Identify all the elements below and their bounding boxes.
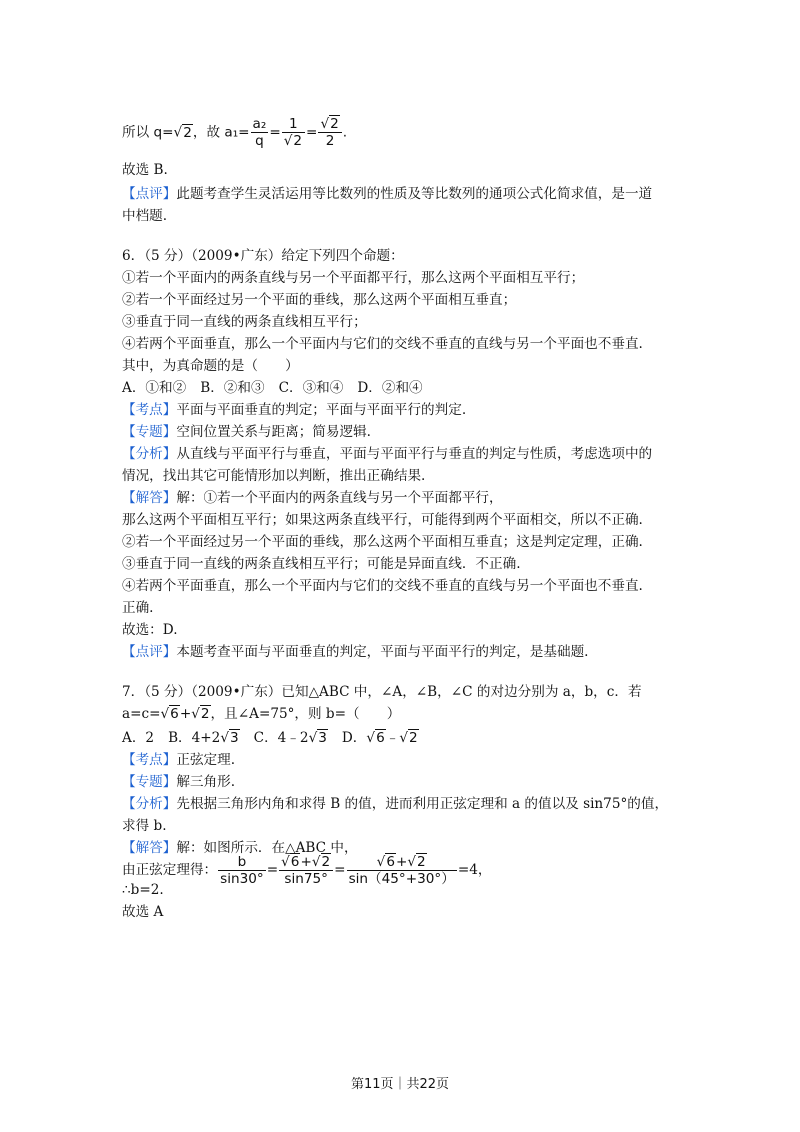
tag-analysis: 【分析】 — [122, 446, 177, 462]
option-a: A．2 — [122, 730, 155, 746]
text: 由正弦定理得： — [122, 862, 218, 878]
q6-review — [122, 642, 589, 662]
text-line: ②若一个平面经过另一个平面的垂线，那么这两个平面相互垂直；这是判定定理，正确. — [122, 534, 643, 550]
sqrt-sign: √ — [308, 730, 318, 746]
text: ，故 a₁= — [192, 124, 250, 141]
text: 解：如图所示．在△ABC 中， — [176, 840, 358, 856]
fraction-numerator: a₂ — [252, 116, 267, 132]
text: C．4﹣2 — [253, 730, 309, 746]
option-d: D．②和④ — [357, 380, 423, 396]
text: B．4+2 — [168, 730, 221, 746]
q7-options — [122, 728, 433, 748]
radicand: 3 — [318, 730, 327, 746]
option-c — [254, 730, 328, 746]
radicand: 2 — [408, 730, 418, 746]
fraction-numerator: 1 — [289, 116, 298, 132]
plus: + — [395, 854, 408, 870]
equals: = — [266, 862, 279, 878]
option-a: A．①和② — [122, 380, 187, 396]
q6-statement-2: ②若一个平面经过另一个平面的垂线，那么这两个平面相互垂直； — [122, 292, 517, 308]
equals: = — [334, 862, 346, 878]
radicand: 6 — [290, 854, 300, 870]
fraction-denominator: sin（45°+30°） — [348, 871, 455, 887]
fraction-denominator: √2 — [282, 132, 305, 149]
fraction — [347, 854, 457, 887]
review-line — [122, 184, 652, 204]
q6-heading: 6．（5 分）（2009•广东）给定下列四个命题： — [122, 248, 404, 264]
text: 所以 q= — [122, 124, 174, 141]
fraction — [218, 854, 266, 887]
tag-solution: 【解答】 — [122, 840, 177, 856]
text-line: 求得 b. — [122, 818, 167, 834]
q6-options — [122, 378, 437, 398]
text-line: ④若两个平面垂直，那么一个平面内与它们的交线不垂直的直线与另一个平面也不垂直. — [122, 578, 643, 594]
fraction-numerator: √2 — [320, 116, 339, 132]
text: 平面与平面垂直的判定；平面与平面平行的判定. — [176, 402, 467, 418]
text: 解三角形. — [176, 774, 236, 790]
text: ﹣ — [385, 730, 400, 746]
fraction — [279, 854, 333, 887]
tag-solution: 【解答】 — [122, 490, 177, 506]
sqrt-sign: √ — [191, 706, 200, 722]
q7-heading: 7．（5 分）（2009•广东）已知△ABC 中，∠A，∠B，∠C 的对边分别为 a，b，c．若 — [122, 684, 642, 700]
tag-review: 【点评】 — [122, 186, 177, 202]
text: 先根据三角形内角和求得 B 的值，进而利用正弦定理和 a 的值以及 sin75°的值， — [176, 796, 669, 812]
fraction-denominator: sin75° — [279, 870, 333, 887]
text-line: 正确. — [122, 600, 154, 616]
option-b: B．②和③ — [200, 380, 265, 396]
text-line: ③垂直于同一直线的两条直线相互平行；可能是异面直线．不正确. — [122, 556, 521, 572]
tag-topic: 【专题】 — [122, 774, 177, 790]
fraction-numerator: √6+√2 — [281, 854, 331, 870]
sqrt-sign: √ — [220, 730, 230, 746]
q7-sine-law-line — [122, 850, 491, 890]
text: =4， — [457, 862, 492, 878]
radicand: 2 — [330, 116, 339, 132]
radicand: 2 — [200, 706, 210, 722]
q6-statement-1: ①若一个平面内的两条直线与另一个平面都平行，那么这两个平面相互平行； — [122, 270, 585, 286]
fraction-denominator: sin30° — [220, 871, 264, 887]
fraction-denominator: 2 — [318, 132, 341, 149]
option-b — [168, 730, 240, 746]
text: 从直线与平面平行与垂直，平面与平面平行与垂直的判定与性质，考虑选项中的 — [176, 446, 653, 462]
text: a=c= — [122, 706, 161, 722]
q6-analysis — [122, 444, 652, 464]
text-line: 故选 B. — [122, 162, 168, 178]
tag-keypoint: 【考点】 — [122, 402, 177, 418]
sqrt-sign: √ — [399, 730, 408, 746]
tag-review: 【点评】 — [122, 644, 177, 660]
text: D． — [341, 730, 367, 746]
text-line: 故选：D. — [122, 622, 178, 638]
text: 解：①若一个平面内的两条直线与另一个平面都平行， — [176, 490, 503, 506]
fraction-numerator: b — [237, 854, 247, 870]
page-footer: 第11页｜共22页 — [350, 1077, 450, 1092]
tag-topic: 【专题】 — [122, 424, 177, 440]
radicand: 2 — [183, 124, 192, 141]
text: ，且∠A=75°，则 b=（ ） — [210, 706, 401, 722]
radicand: 2 — [417, 854, 426, 870]
tag-analysis: 【分析】 — [122, 796, 177, 812]
tag-keypoint: 【考点】 — [122, 752, 177, 768]
fraction-denominator: q — [251, 132, 269, 149]
q6-solution — [122, 488, 503, 508]
fraction — [282, 116, 305, 149]
q7-keypoint — [122, 750, 235, 770]
q7-condition — [122, 704, 400, 724]
q6-topic — [122, 422, 371, 442]
text: 空间位置关系与距离；简易逻辑. — [176, 424, 372, 440]
text-line: 情况，找出其它可能情形加以判断，推出正确结果. — [122, 468, 426, 484]
radicand: 3 — [230, 730, 239, 746]
text-line: 故选 A — [122, 904, 164, 920]
q6-statement-3: ③垂直于同一直线的两条直线相互平行； — [122, 314, 367, 330]
text-line: 那么这两个平面相互平行；如果这两条直线平行，可能得到两个平面相交，所以不正确. — [122, 512, 643, 528]
radicand: 2 — [293, 133, 303, 149]
fraction-numerator: √6+√2 — [376, 854, 426, 870]
text-line: 中档题. — [122, 208, 168, 224]
sqrt-sign: √ — [173, 124, 183, 141]
q5-conclusion-line: 所以 q=√2，故 a₁= $\frac{\text{a₂}}{q}$ = $\frac{1}{√2}$ = $\frac{√2}{2}$ . — [122, 116, 348, 149]
sqrt-sign: √ — [160, 706, 170, 722]
option-d — [342, 730, 419, 746]
radicand: 6 — [170, 706, 179, 722]
text: 正弦定理. — [176, 752, 236, 768]
q7-topic — [122, 772, 235, 792]
q6-keypoint — [122, 400, 466, 420]
radicand: 6 — [376, 730, 385, 746]
text: + — [179, 706, 192, 722]
text-line: ∴b=2. — [122, 882, 164, 898]
q6-question: 其中，为真命题的是（ ） — [122, 358, 299, 374]
text: . — [342, 124, 348, 141]
fraction — [318, 116, 341, 149]
plus: + — [300, 854, 312, 870]
q6-statement-4: ④若两个平面垂直，那么一个平面内与它们的交线不垂直的直线与另一个平面也不垂直. — [122, 336, 643, 352]
sqrt-sign: √ — [366, 730, 376, 746]
q7-analysis — [122, 794, 668, 814]
option-c: C．③和④ — [278, 380, 344, 396]
fraction — [251, 116, 269, 149]
radicand: 2 — [321, 854, 331, 870]
text: 此题考查学生灵活运用等比数列的性质及等比数列的通项公式化简求值，是一道 — [176, 186, 653, 202]
radicand: 6 — [386, 854, 395, 870]
text: 本题考查平面与平面垂直的判定，平面与平面平行的判定，是基础题. — [176, 644, 589, 660]
